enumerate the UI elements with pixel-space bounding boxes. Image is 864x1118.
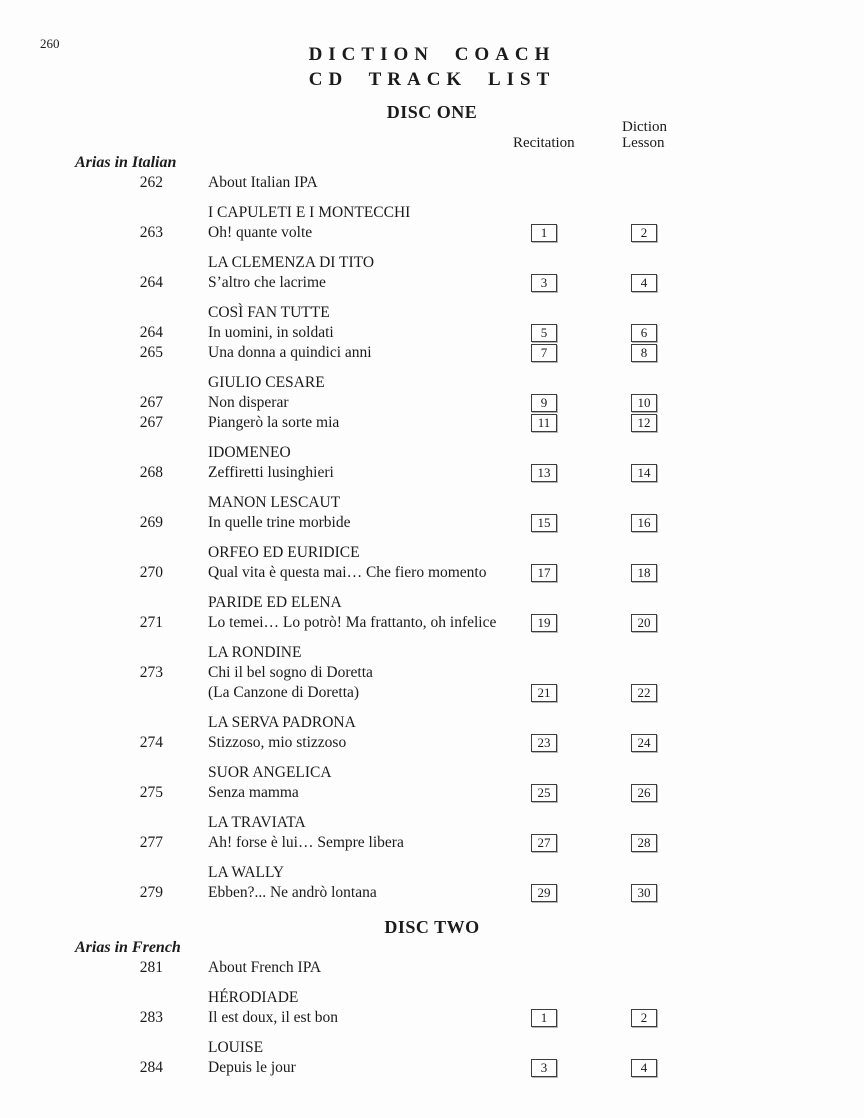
opera-title-row	[0, 373, 864, 393]
track-row	[0, 663, 864, 683]
opera-title-row	[0, 593, 864, 613]
opera-title-row	[0, 813, 864, 833]
page-number: 260	[40, 36, 60, 51]
opera-title: HÉRODIADE	[208, 989, 299, 1006]
opera-title: MANON LESCAUT	[208, 494, 341, 511]
track-title: S’altro che lacrime	[208, 274, 326, 291]
recitation-track-number: 1	[531, 1009, 557, 1027]
track-group	[0, 493, 864, 533]
diction-lesson-track-number: 30	[631, 884, 657, 902]
opera-title-row	[0, 253, 864, 273]
opera-title: LA CLEMENZA DI TITO	[208, 254, 375, 271]
page-ref: 277	[139, 834, 163, 851]
opera-title-row	[0, 1038, 864, 1058]
section-label-italian: Arias in Italian	[75, 154, 177, 171]
opera-title: LA TRAVIATA	[208, 814, 306, 831]
track-title: Lo temei… Lo potrò! Ma frattanto, oh infelice	[208, 614, 497, 631]
track-row	[0, 1058, 864, 1078]
track-title: Chi il bel sogno di Doretta	[208, 664, 373, 681]
track-group	[0, 863, 864, 903]
opera-title: LOUISE	[208, 1039, 264, 1056]
track-title: (La Canzone di Doretta)	[208, 684, 360, 701]
recitation-column-header: Recitation	[513, 135, 575, 151]
opera-title-row	[0, 988, 864, 1008]
track-title: Ebben?... Ne andrò lontana	[208, 884, 377, 901]
track-row	[0, 958, 864, 978]
track-group	[0, 958, 864, 978]
page-ref: 284	[139, 1059, 163, 1076]
diction-lesson-column-header	[622, 119, 667, 151]
track-row	[0, 883, 864, 903]
track-group	[0, 303, 864, 363]
page-ref: 268	[139, 464, 163, 481]
track-row	[0, 513, 864, 533]
track-row	[0, 393, 864, 413]
track-group	[0, 203, 864, 243]
track-group	[0, 1038, 864, 1078]
diction-lesson-track-number: 28	[631, 834, 657, 852]
diction-lesson-track-number: 2	[631, 224, 657, 242]
page-ref: 275	[139, 784, 163, 801]
track-group	[0, 173, 864, 193]
track-row	[0, 683, 864, 703]
track-group	[0, 813, 864, 853]
diction-lesson-track-number: 4	[631, 274, 657, 292]
track-group	[0, 593, 864, 633]
opera-title-row	[0, 203, 864, 223]
track-title: Il est doux, il est bon	[208, 1009, 339, 1026]
disc-two-title: DISC TWO	[384, 917, 480, 937]
track-row	[0, 463, 864, 483]
diction-lesson-track-number: 2	[631, 1009, 657, 1027]
recitation-track-number: 1	[531, 224, 557, 242]
opera-title-row	[0, 643, 864, 663]
page-ref: 281	[139, 959, 163, 976]
recitation-track-number: 15	[531, 514, 557, 532]
track-group	[0, 763, 864, 803]
diction-lesson-track-number: 16	[631, 514, 657, 532]
track-group	[0, 443, 864, 483]
page-ref: 274	[139, 734, 163, 751]
track-row	[0, 173, 864, 193]
page-ref: 271	[139, 614, 163, 631]
track-row	[0, 223, 864, 243]
page-ref: 267	[139, 414, 163, 431]
track-row	[0, 1008, 864, 1028]
track-row	[0, 413, 864, 433]
diction-lesson-track-number: 22	[631, 684, 657, 702]
diction-lesson-track-number: 26	[631, 784, 657, 802]
page-ref: 264	[139, 324, 163, 341]
track-row	[0, 273, 864, 293]
recitation-track-number: 27	[531, 834, 557, 852]
lesson-word: Lesson	[622, 135, 665, 151]
track-title: Non disperar	[208, 394, 289, 411]
track-row	[0, 613, 864, 633]
opera-title-row	[0, 443, 864, 463]
page-ref: 264	[139, 274, 163, 291]
page-ref: 265	[139, 344, 163, 361]
opera-title-row	[0, 543, 864, 563]
track-title: About Italian IPA	[208, 174, 318, 191]
recitation-track-number: 17	[531, 564, 557, 582]
recitation-track-number: 21	[531, 684, 557, 702]
opera-title-row	[0, 863, 864, 883]
track-row	[0, 833, 864, 853]
track-row	[0, 343, 864, 363]
track-title: Stizzoso, mio stizzoso	[208, 734, 347, 751]
diction-lesson-track-number: 24	[631, 734, 657, 752]
opera-title: GIULIO CESARE	[208, 374, 325, 391]
opera-title: LA RONDINE	[208, 644, 302, 661]
diction-lesson-track-number: 8	[631, 344, 657, 362]
track-row	[0, 563, 864, 583]
recitation-track-number: 3	[531, 274, 557, 292]
track-title: Senza mamma	[208, 784, 299, 801]
recitation-track-number: 25	[531, 784, 557, 802]
track-title: Oh! quante volte	[208, 224, 313, 241]
page-ref: 270	[139, 564, 163, 581]
diction-lesson-track-number: 6	[631, 324, 657, 342]
opera-title: ORFEO ED EURIDICE	[208, 544, 360, 561]
diction-word: Diction	[622, 119, 667, 135]
track-title: In uomini, in soldati	[208, 324, 334, 341]
opera-title: LA SERVA PADRONA	[208, 714, 356, 731]
recitation-track-number: 7	[531, 344, 557, 362]
page-ref: 269	[139, 514, 163, 531]
diction-lesson-track-number: 4	[631, 1059, 657, 1077]
diction-lesson-track-number: 12	[631, 414, 657, 432]
diction-lesson-track-number: 14	[631, 464, 657, 482]
opera-title: I CAPULETI E I MONTECCHI	[208, 204, 411, 221]
track-group	[0, 643, 864, 703]
column-headers	[0, 121, 864, 153]
track-title: Depuis le jour	[208, 1059, 296, 1076]
page-ref: 262	[139, 174, 163, 191]
page-ref: 263	[139, 224, 163, 241]
track-title: Zeffiretti lusinghieri	[208, 464, 334, 481]
masthead-line2: CD TRACK LIST	[308, 69, 556, 90]
track-group	[0, 988, 864, 1028]
opera-title: IDOMENEO	[208, 444, 291, 461]
recitation-track-number: 23	[531, 734, 557, 752]
recitation-track-number: 13	[531, 464, 557, 482]
opera-title-row	[0, 303, 864, 323]
track-row	[0, 323, 864, 343]
opera-title-row	[0, 713, 864, 733]
track-title: Una donna a quindici anni	[208, 344, 372, 361]
track-title: Ah! forse è lui… Sempre libera	[208, 834, 404, 851]
page-ref: 279	[139, 884, 163, 901]
recitation-track-number: 5	[531, 324, 557, 342]
recitation-track-number: 19	[531, 614, 557, 632]
opera-title-row	[0, 763, 864, 783]
page-ref: 273	[139, 664, 163, 681]
track-title: Piangerò la sorte mia	[208, 414, 340, 431]
track-group	[0, 253, 864, 293]
track-group	[0, 373, 864, 433]
recitation-track-number: 11	[531, 414, 557, 432]
track-title: About French IPA	[208, 959, 322, 976]
track-row	[0, 733, 864, 753]
opera-title: COSÌ FAN TUTTE	[208, 304, 330, 321]
track-title: Qual vita è questa mai… Che fiero momento	[208, 564, 487, 581]
diction-lesson-track-number: 20	[631, 614, 657, 632]
diction-lesson-track-number: 10	[631, 394, 657, 412]
disc-one-title: DISC ONE	[386, 102, 478, 122]
track-row	[0, 783, 864, 803]
recitation-track-number: 3	[531, 1059, 557, 1077]
page-ref: 283	[139, 1009, 163, 1026]
recitation-track-number: 9	[531, 394, 557, 412]
opera-title: LA WALLY	[208, 864, 285, 881]
masthead	[0, 0, 864, 92]
page-ref: 267	[139, 394, 163, 411]
opera-title: SUOR ANGELICA	[208, 764, 332, 781]
track-group	[0, 713, 864, 753]
track-group	[0, 543, 864, 583]
masthead-line1: DICTION COACH	[308, 44, 556, 65]
recitation-track-number: 29	[531, 884, 557, 902]
diction-lesson-track-number: 18	[631, 564, 657, 582]
track-title: In quelle trine morbide	[208, 514, 351, 531]
opera-title: PARIDE ED ELENA	[208, 594, 342, 611]
opera-title-row	[0, 493, 864, 513]
section-label-french: Arias in French	[75, 939, 181, 956]
